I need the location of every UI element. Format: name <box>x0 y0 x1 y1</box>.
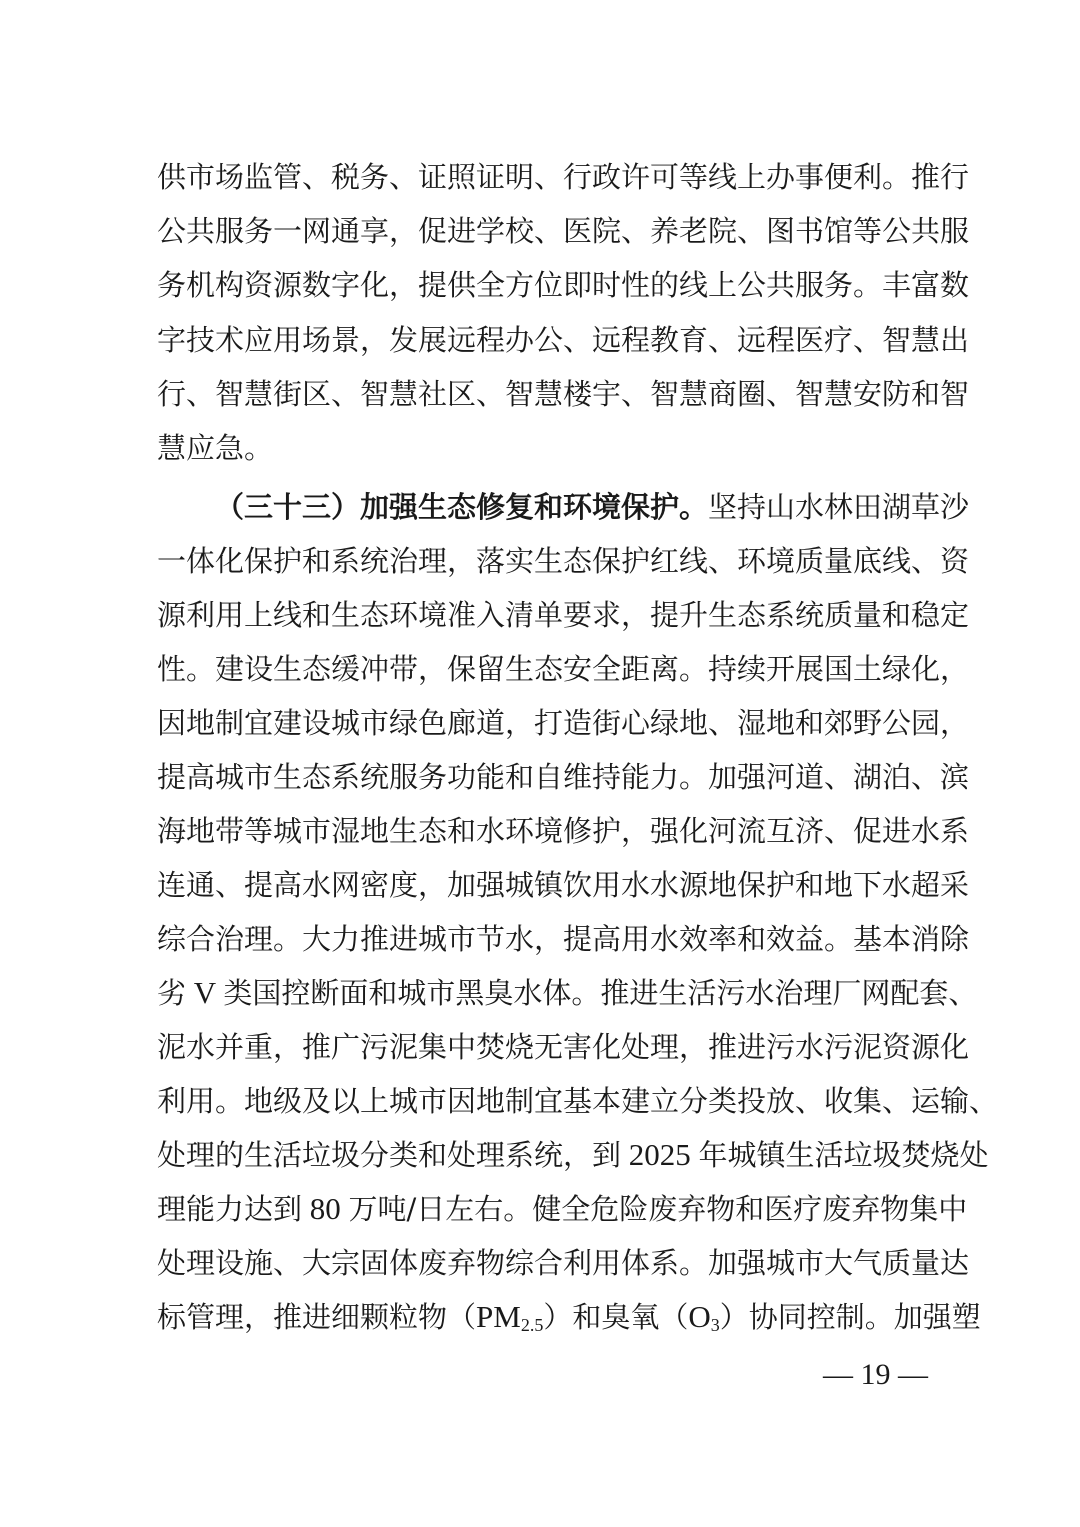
paragraph-line: 务机构资源数字化，提供全方位即时性的线上公共服务。丰富数 <box>157 268 970 302</box>
section-heading-line <box>215 487 970 527</box>
paragraph-line <box>157 1135 989 1175</box>
section-heading-rest: 坚持山水林田湖草沙 <box>708 490 970 524</box>
paragraph-line: 海地带等城市湿地生态和水环境修护，强化河流互济、促进水系 <box>157 814 970 848</box>
ozone-subscript: 3 <box>710 1315 720 1335</box>
text-run: ）和臭氧（ <box>543 1300 689 1334</box>
pm-label: PM <box>476 1299 521 1334</box>
paragraph-line: 行、智慧街区、智慧社区、智慧楼宇、智慧商圈、智慧安防和智 <box>157 377 970 411</box>
paragraph-line: 供市场监管、税务、证照证明、行政许可等线上办事便利。推行 <box>157 160 970 194</box>
paragraph-line: 性。建设生态缓冲带，保留生态安全距离。持续开展国土绿化， <box>157 652 970 686</box>
text-run: ）协同控制。加强塑 <box>719 1300 981 1334</box>
text-run: 处理的生活垃圾分类和处理系统，到 <box>157 1138 622 1172</box>
paragraph-line <box>157 1297 981 1337</box>
section-heading: （三十三）加强生态修复和环境保护。 <box>215 490 709 524</box>
paragraph-line: 综合治理。大力推进城市节水，提高用水效率和效益。基本消除 <box>157 922 970 956</box>
pm-subscript: 2.5 <box>520 1315 544 1335</box>
paragraph-line: 一体化保护和系统治理，落实生态保护红线、环境质量底线、资 <box>157 544 970 578</box>
paragraph-line: 慧应急。 <box>157 431 274 465</box>
paragraph-line: 提高城市生态系统服务功能和自维持能力。加强河道、湖泊、滨 <box>157 760 970 794</box>
text-run: 理能力达到 <box>157 1192 303 1226</box>
text-run: 劣 <box>157 976 187 1010</box>
paragraph-line <box>157 1189 968 1229</box>
paragraph-line: 公共服务一网通享，促进学校、医院、养老院、图书馆等公共服 <box>157 214 970 248</box>
grade-v: V <box>186 975 224 1010</box>
text-run: 类国控断面和城市黑臭水体。推进生活污水治理厂网配套、 <box>223 976 978 1010</box>
ozone-label: O <box>688 1299 711 1334</box>
year-value: 2025 <box>621 1137 699 1172</box>
capacity-value: 80 <box>302 1191 349 1226</box>
text-run: 标管理，推进细颗粒物（ <box>157 1300 477 1334</box>
text-run: 年城镇生活垃圾焚烧处 <box>698 1138 989 1172</box>
paragraph-line: 源利用上线和生态环境准入清单要求，提升生态系统质量和稳定 <box>157 598 970 632</box>
paragraph-line: 连通、提高水网密度，加强城镇饮用水水源地保护和地下水超采 <box>157 868 970 902</box>
paragraph-line: 泥水并重，推广污泥集中焚烧无害化处理，推进污水污泥资源化 <box>157 1030 970 1064</box>
page-number: — 19 — <box>823 1358 928 1391</box>
paragraph-line: 利用。地级及以上城市因地制宜基本建立分类投放、收集、运输、 <box>157 1084 999 1118</box>
text-run: 万吨/日左右。健全危险废弃物和医疗废弃物集中 <box>348 1192 968 1226</box>
paragraph-line: 因地制宜建设城市绿色廊道，打造街心绿地、湿地和郊野公园， <box>157 706 970 740</box>
paragraph-line: 字技术应用场景，发展远程办公、远程教育、远程医疗、智慧出 <box>157 323 970 357</box>
paragraph-line <box>157 973 978 1013</box>
paragraph-line: 处理设施、大宗固体废弃物综合利用体系。加强城市大气质量达 <box>157 1246 970 1280</box>
